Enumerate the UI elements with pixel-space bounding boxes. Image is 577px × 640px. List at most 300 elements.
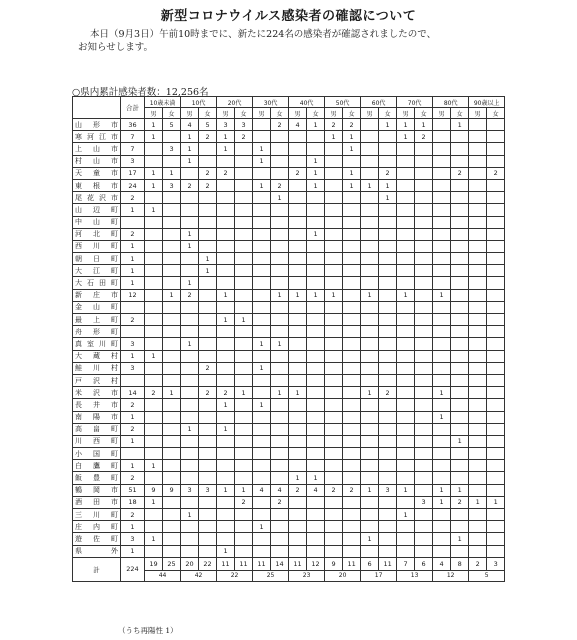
case-count-cell: [343, 155, 361, 167]
table-body: [73, 119, 505, 582]
header-sex-male: 男: [145, 108, 163, 119]
sum-age-cell: 20: [325, 570, 361, 581]
case-count-cell: [379, 314, 397, 326]
case-count-cell: [163, 423, 181, 435]
case-count-cell: [199, 423, 217, 435]
case-count-cell: [451, 387, 469, 399]
case-count-cell: [289, 362, 307, 374]
case-count-cell: [343, 350, 361, 362]
table-row: [73, 192, 505, 204]
case-count-cell: 1: [307, 472, 325, 484]
case-count-cell: [361, 240, 379, 252]
case-count-cell: [397, 374, 415, 386]
case-count-cell: [469, 179, 487, 191]
case-count-cell: [235, 155, 253, 167]
case-count-cell: [397, 314, 415, 326]
case-count-cell: [469, 545, 487, 557]
row-total: 2: [121, 509, 145, 521]
case-count-cell: [451, 326, 469, 338]
case-count-cell: [361, 155, 379, 167]
municipality-name: 河北町: [73, 228, 121, 240]
case-count-cell: [163, 545, 181, 557]
case-count-cell: [217, 411, 235, 423]
case-count-cell: [163, 228, 181, 240]
case-count-cell: [253, 204, 271, 216]
case-count-cell: [253, 509, 271, 521]
table-row: [73, 533, 505, 545]
case-count-cell: [253, 314, 271, 326]
case-count-cell: 1: [433, 289, 451, 301]
table-row: [73, 484, 505, 496]
case-count-cell: [469, 204, 487, 216]
case-count-cell: [397, 253, 415, 265]
case-count-cell: [307, 350, 325, 362]
row-total: [121, 448, 145, 460]
case-count-cell: 1: [145, 204, 163, 216]
case-count-cell: [343, 496, 361, 508]
case-count-cell: [397, 448, 415, 460]
sum-age-cell: 23: [289, 570, 325, 581]
case-count-cell: [235, 265, 253, 277]
case-count-cell: [307, 411, 325, 423]
case-count-cell: [253, 435, 271, 447]
case-count-cell: [253, 228, 271, 240]
row-total: 7: [121, 143, 145, 155]
case-count-cell: [235, 509, 253, 521]
case-count-cell: [361, 326, 379, 338]
row-total: 1: [121, 277, 145, 289]
case-count-cell: [325, 472, 343, 484]
case-count-cell: [307, 131, 325, 143]
header-age-group: 80代: [433, 97, 469, 108]
case-count-cell: [433, 448, 451, 460]
case-count-cell: 1: [181, 423, 199, 435]
case-count-cell: 9: [145, 484, 163, 496]
row-total: 2: [121, 472, 145, 484]
case-count-cell: [379, 472, 397, 484]
header-sex-male: 男: [181, 108, 199, 119]
case-count-cell: 1: [145, 533, 163, 545]
case-count-cell: [199, 460, 217, 472]
case-count-cell: [271, 460, 289, 472]
case-count-cell: [181, 350, 199, 362]
case-count-cell: [433, 204, 451, 216]
case-count-cell: [487, 423, 505, 435]
case-count-cell: [487, 289, 505, 301]
case-count-cell: [289, 448, 307, 460]
case-count-cell: [145, 277, 163, 289]
case-count-cell: 4: [307, 484, 325, 496]
case-count-cell: [487, 155, 505, 167]
case-count-cell: 1: [361, 484, 379, 496]
sum-sex-cell: 25: [163, 557, 181, 570]
case-count-cell: [397, 533, 415, 545]
case-count-cell: [415, 374, 433, 386]
case-count-cell: [181, 362, 199, 374]
municipality-name: 大石田町: [73, 277, 121, 289]
row-total: 3: [121, 155, 145, 167]
row-total: 36: [121, 119, 145, 131]
case-count-cell: 1: [217, 289, 235, 301]
case-count-cell: [181, 472, 199, 484]
case-count-cell: [253, 192, 271, 204]
case-count-cell: [325, 167, 343, 179]
case-count-cell: [253, 240, 271, 252]
case-count-cell: [415, 460, 433, 472]
case-count-cell: [235, 472, 253, 484]
case-count-cell: [235, 143, 253, 155]
case-count-cell: [163, 399, 181, 411]
case-count-cell: [289, 374, 307, 386]
case-count-cell: [253, 533, 271, 545]
case-count-cell: [325, 338, 343, 350]
case-count-cell: 1: [217, 545, 235, 557]
case-count-cell: [397, 411, 415, 423]
case-count-cell: [307, 277, 325, 289]
case-count-cell: [163, 204, 181, 216]
table-row: [73, 435, 505, 447]
case-count-cell: [325, 448, 343, 460]
case-count-cell: 1: [235, 484, 253, 496]
case-count-cell: [469, 155, 487, 167]
case-count-cell: [451, 338, 469, 350]
case-count-cell: [379, 521, 397, 533]
case-count-cell: [163, 131, 181, 143]
case-count-cell: [235, 350, 253, 362]
case-count-cell: [415, 362, 433, 374]
case-count-cell: [217, 435, 235, 447]
case-count-cell: [361, 119, 379, 131]
case-count-cell: [487, 179, 505, 191]
case-count-cell: [487, 545, 505, 557]
case-count-cell: [433, 350, 451, 362]
case-count-cell: [361, 460, 379, 472]
case-count-cell: [181, 399, 199, 411]
sum-sex-cell: 12: [307, 557, 325, 570]
case-count-cell: [271, 314, 289, 326]
case-count-cell: 2: [289, 484, 307, 496]
case-count-cell: [433, 435, 451, 447]
case-count-cell: [307, 143, 325, 155]
case-count-cell: [415, 448, 433, 460]
case-count-cell: [361, 265, 379, 277]
header-total: 合計: [121, 97, 145, 119]
table-row: [73, 411, 505, 423]
case-count-cell: [379, 338, 397, 350]
case-count-cell: 1: [253, 399, 271, 411]
case-count-cell: 1: [271, 289, 289, 301]
case-count-cell: 1: [307, 289, 325, 301]
row-total: 2: [121, 314, 145, 326]
case-count-cell: [397, 277, 415, 289]
row-total: [121, 374, 145, 386]
case-count-cell: [271, 521, 289, 533]
municipality-name: 米沢市: [73, 387, 121, 399]
case-count-cell: [325, 179, 343, 191]
case-count-cell: [217, 460, 235, 472]
case-count-cell: [379, 350, 397, 362]
case-count-cell: [379, 545, 397, 557]
case-count-cell: [379, 301, 397, 313]
case-count-cell: 1: [433, 484, 451, 496]
case-count-cell: 2: [217, 167, 235, 179]
case-count-cell: [343, 423, 361, 435]
case-count-cell: [307, 423, 325, 435]
municipality-name: 三川町: [73, 509, 121, 521]
case-count-cell: 1: [253, 362, 271, 374]
case-count-cell: [145, 240, 163, 252]
case-count-cell: [199, 289, 217, 301]
case-count-cell: [451, 472, 469, 484]
case-count-cell: [361, 472, 379, 484]
case-count-cell: [253, 496, 271, 508]
case-count-cell: [217, 277, 235, 289]
municipality-name: 尾花沢市: [73, 192, 121, 204]
case-count-cell: [415, 143, 433, 155]
case-count-cell: [217, 216, 235, 228]
case-count-cell: 1: [217, 423, 235, 435]
row-total: [121, 326, 145, 338]
case-count-cell: [199, 399, 217, 411]
case-count-cell: [253, 423, 271, 435]
case-count-cell: [307, 338, 325, 350]
case-count-cell: [307, 496, 325, 508]
case-count-cell: 4: [289, 119, 307, 131]
case-count-cell: 2: [343, 484, 361, 496]
case-count-cell: 1: [217, 131, 235, 143]
case-count-cell: [469, 460, 487, 472]
case-count-cell: 1: [181, 240, 199, 252]
row-total: 2: [121, 399, 145, 411]
case-count-cell: [379, 131, 397, 143]
case-count-cell: [325, 509, 343, 521]
case-count-cell: 2: [145, 387, 163, 399]
case-count-cell: [343, 314, 361, 326]
case-count-cell: [307, 192, 325, 204]
case-count-cell: [361, 521, 379, 533]
case-count-cell: [145, 411, 163, 423]
case-count-cell: [253, 387, 271, 399]
case-count-cell: [253, 265, 271, 277]
case-count-cell: [181, 192, 199, 204]
case-count-cell: [199, 350, 217, 362]
case-count-cell: 2: [199, 167, 217, 179]
case-count-cell: 1: [379, 192, 397, 204]
case-count-cell: 1: [469, 496, 487, 508]
case-count-cell: [379, 448, 397, 460]
case-count-cell: 3: [235, 119, 253, 131]
case-count-cell: [469, 435, 487, 447]
case-count-cell: 1: [397, 509, 415, 521]
case-count-cell: [217, 179, 235, 191]
case-count-cell: [235, 545, 253, 557]
header-sex-female: 女: [163, 108, 181, 119]
case-count-cell: [415, 435, 433, 447]
case-count-cell: 2: [451, 496, 469, 508]
table-row: [73, 423, 505, 435]
case-count-cell: 3: [163, 179, 181, 191]
case-count-cell: [163, 192, 181, 204]
case-count-cell: [307, 509, 325, 521]
case-count-cell: [433, 472, 451, 484]
case-count-cell: [289, 277, 307, 289]
case-count-cell: 1: [451, 533, 469, 545]
table-row: [73, 326, 505, 338]
table-row: [73, 399, 505, 411]
case-count-cell: [469, 131, 487, 143]
case-count-cell: [199, 216, 217, 228]
case-count-cell: [163, 301, 181, 313]
sum-age-cell: 44: [145, 570, 181, 581]
case-count-cell: [361, 374, 379, 386]
case-count-cell: [271, 301, 289, 313]
case-count-cell: [145, 216, 163, 228]
case-count-cell: [289, 521, 307, 533]
municipality-name: 上山市: [73, 143, 121, 155]
table-row: [73, 521, 505, 533]
case-count-cell: [451, 265, 469, 277]
case-count-cell: [289, 533, 307, 545]
case-count-cell: [487, 411, 505, 423]
case-count-cell: [469, 167, 487, 179]
case-count-cell: [451, 448, 469, 460]
case-count-cell: [343, 192, 361, 204]
table-row: [73, 314, 505, 326]
case-count-cell: [415, 472, 433, 484]
case-count-cell: [487, 448, 505, 460]
case-count-cell: [325, 362, 343, 374]
case-count-cell: [343, 277, 361, 289]
case-count-cell: [469, 314, 487, 326]
case-count-cell: [397, 472, 415, 484]
row-total: [121, 301, 145, 313]
case-count-cell: 3: [217, 119, 235, 131]
case-count-cell: [163, 155, 181, 167]
case-count-cell: [217, 521, 235, 533]
case-count-cell: [163, 265, 181, 277]
case-count-cell: [469, 338, 487, 350]
case-count-cell: 1: [433, 496, 451, 508]
municipality-name: 西川町: [73, 240, 121, 252]
case-count-cell: [397, 399, 415, 411]
header-sex-female: 女: [199, 108, 217, 119]
case-count-cell: [415, 399, 433, 411]
case-count-cell: [307, 545, 325, 557]
case-count-cell: [271, 143, 289, 155]
case-count-cell: [433, 240, 451, 252]
case-count-cell: [415, 533, 433, 545]
case-count-cell: [343, 216, 361, 228]
case-count-cell: [271, 204, 289, 216]
case-count-cell: [433, 338, 451, 350]
case-count-cell: [379, 228, 397, 240]
table-row: [73, 496, 505, 508]
sum-sex-cell: 11: [343, 557, 361, 570]
case-count-cell: 2: [199, 179, 217, 191]
case-count-cell: [379, 204, 397, 216]
case-count-cell: [199, 448, 217, 460]
case-count-cell: 1: [217, 484, 235, 496]
row-total: 1: [121, 240, 145, 252]
case-count-cell: [235, 399, 253, 411]
case-count-cell: [217, 533, 235, 545]
row-total: 18: [121, 496, 145, 508]
case-count-cell: [235, 240, 253, 252]
case-count-cell: [253, 374, 271, 386]
case-count-cell: 1: [343, 167, 361, 179]
case-count-cell: [145, 448, 163, 460]
case-count-cell: [307, 521, 325, 533]
case-count-cell: [343, 472, 361, 484]
case-count-cell: [487, 192, 505, 204]
case-count-cell: 1: [145, 119, 163, 131]
case-count-cell: [199, 374, 217, 386]
case-count-cell: [271, 399, 289, 411]
case-count-cell: 1: [271, 338, 289, 350]
case-count-cell: [199, 228, 217, 240]
case-count-cell: [199, 472, 217, 484]
case-count-cell: [145, 192, 163, 204]
case-count-cell: [325, 277, 343, 289]
row-total: 3: [121, 338, 145, 350]
municipality-name: 新庄市: [73, 289, 121, 301]
case-count-cell: [487, 472, 505, 484]
case-count-cell: [361, 411, 379, 423]
case-count-cell: [325, 496, 343, 508]
case-count-cell: [451, 155, 469, 167]
case-count-cell: 1: [325, 289, 343, 301]
case-count-cell: [145, 155, 163, 167]
sum-row-by-sex: [73, 557, 505, 570]
case-count-cell: [433, 326, 451, 338]
case-count-cell: [361, 131, 379, 143]
row-total: 17: [121, 167, 145, 179]
case-count-cell: 3: [415, 496, 433, 508]
municipality-name: 舟形町: [73, 326, 121, 338]
case-count-cell: [199, 338, 217, 350]
case-count-cell: [217, 228, 235, 240]
case-count-cell: [145, 423, 163, 435]
case-count-cell: [271, 435, 289, 447]
case-count-cell: [235, 216, 253, 228]
case-count-cell: 1: [289, 387, 307, 399]
case-count-cell: [469, 216, 487, 228]
case-count-cell: 1: [253, 521, 271, 533]
municipality-name: 山形市: [73, 119, 121, 131]
header-age-group: 30代: [253, 97, 289, 108]
case-count-cell: [289, 216, 307, 228]
case-count-cell: [487, 253, 505, 265]
case-count-cell: [487, 362, 505, 374]
case-count-cell: [487, 131, 505, 143]
case-count-cell: [217, 350, 235, 362]
municipality-name: 川西町: [73, 435, 121, 447]
case-count-cell: [253, 119, 271, 131]
case-count-cell: [307, 399, 325, 411]
case-count-cell: [163, 314, 181, 326]
case-count-cell: [451, 179, 469, 191]
case-count-cell: [235, 289, 253, 301]
municipality-name: 寒河江市: [73, 131, 121, 143]
case-count-cell: [433, 265, 451, 277]
case-count-cell: [433, 167, 451, 179]
case-count-cell: [253, 301, 271, 313]
case-count-cell: 2: [199, 387, 217, 399]
row-total: 1: [121, 204, 145, 216]
case-count-cell: [145, 265, 163, 277]
case-count-cell: [235, 411, 253, 423]
header-sex-female: 女: [271, 108, 289, 119]
